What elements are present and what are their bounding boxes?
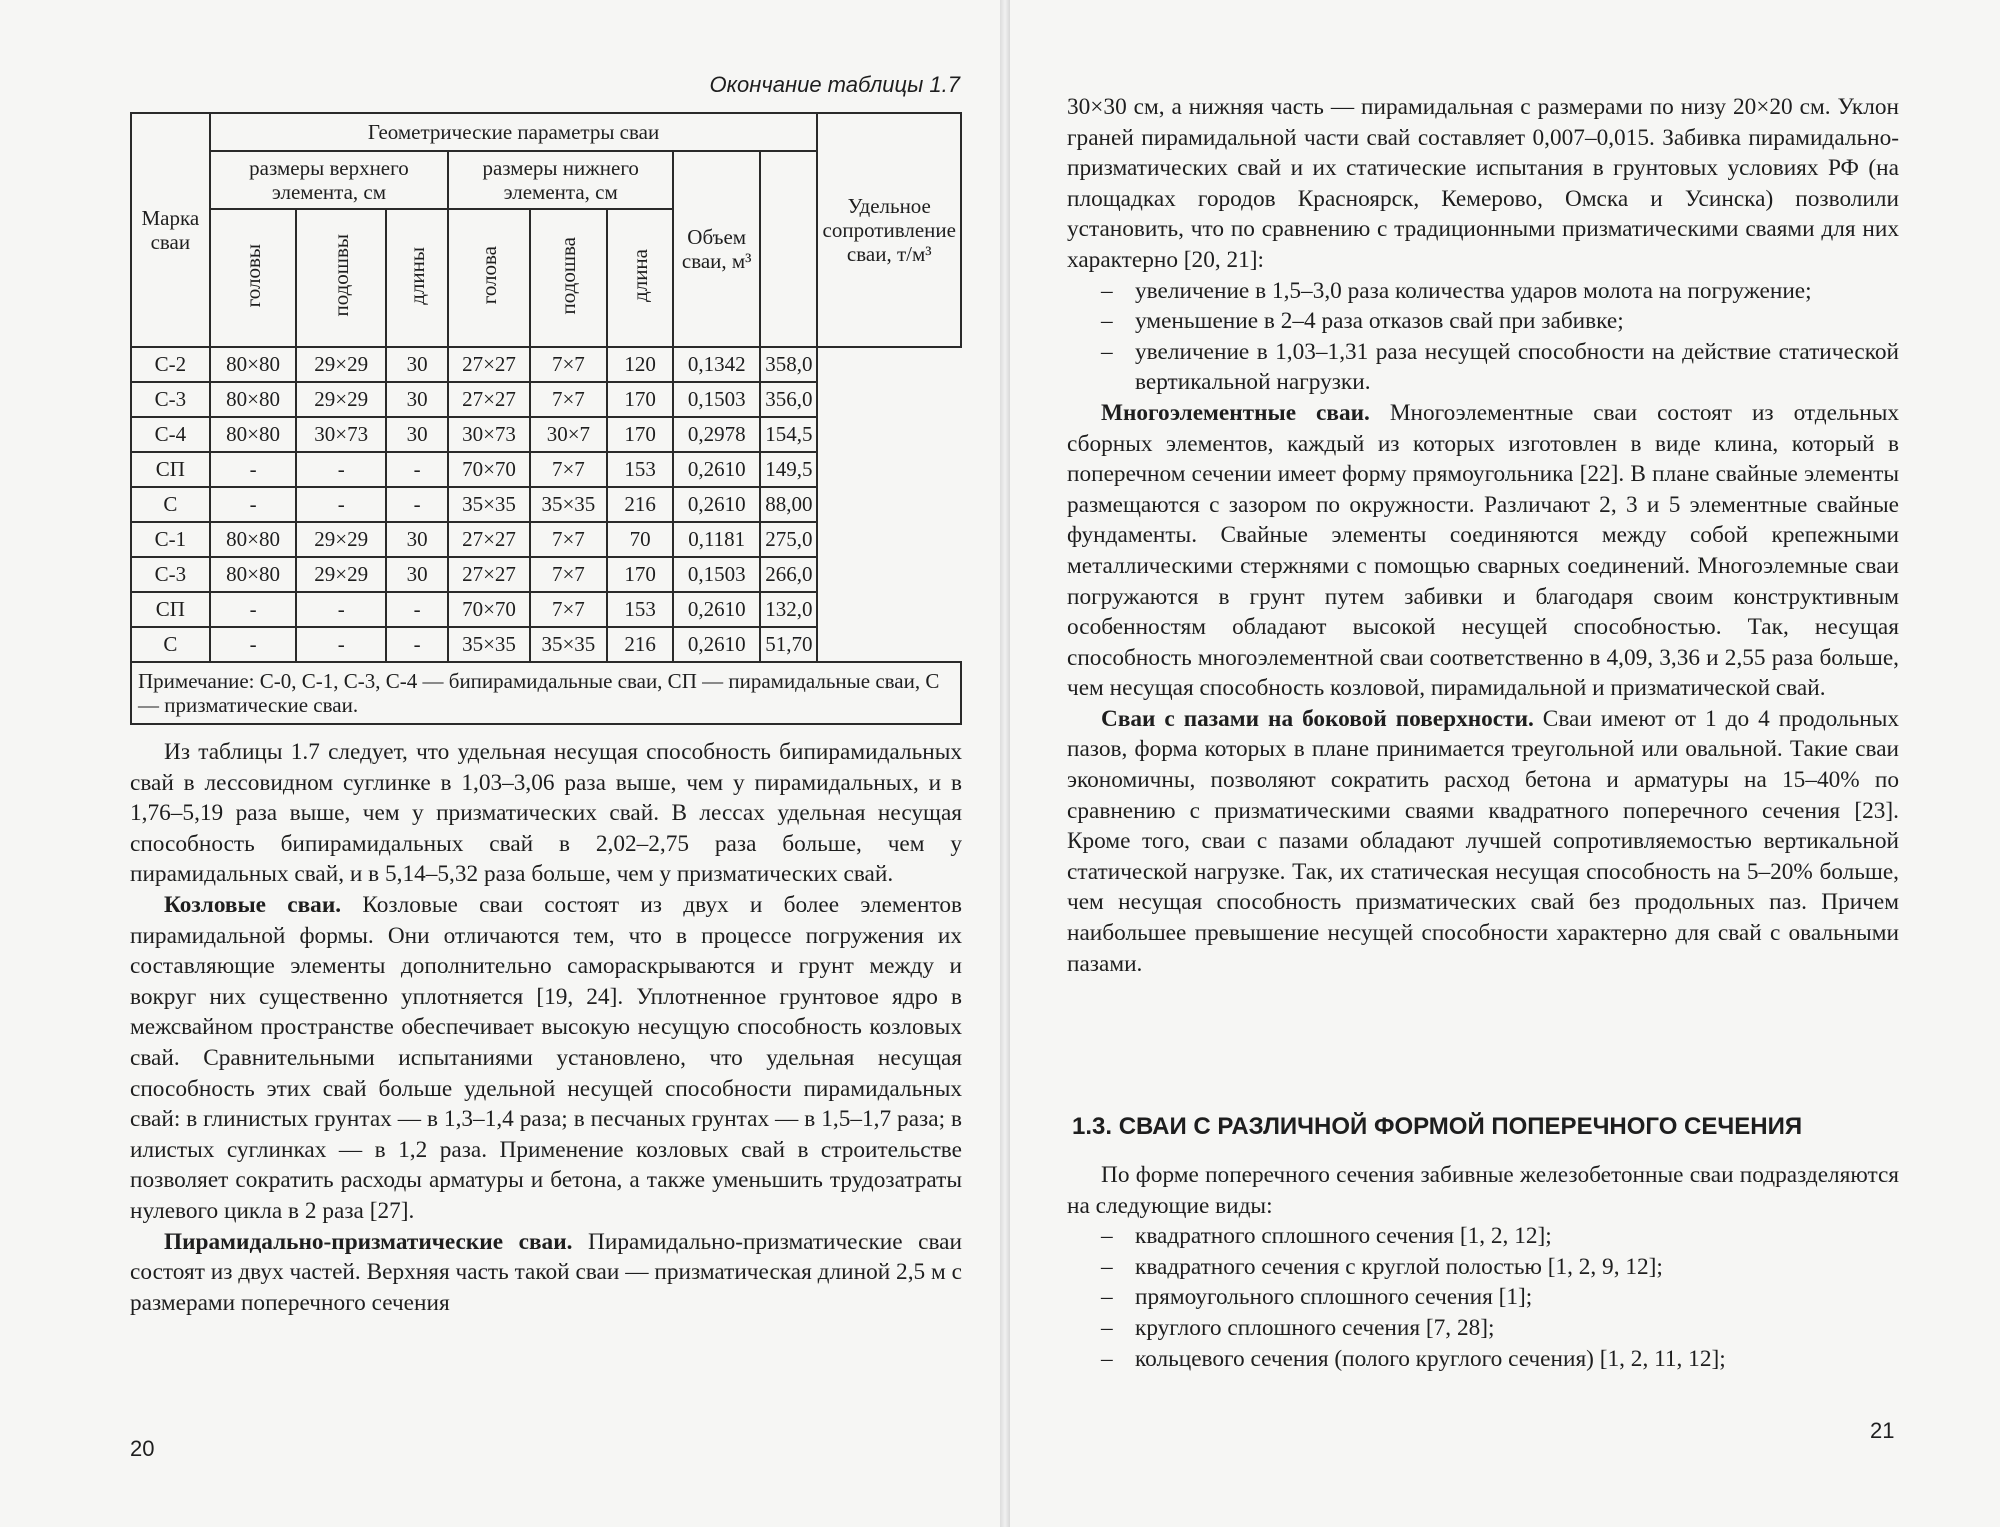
table-cell: 275,0 (760, 522, 817, 557)
table-cell: 27×27 (448, 557, 529, 592)
table-cell: 35×35 (448, 627, 529, 662)
table-cell: 80×80 (210, 557, 297, 592)
table-cell: 358,0 (760, 347, 817, 382)
table-row (131, 557, 961, 592)
table-cell: 0,1503 (673, 557, 760, 592)
bullet-list (1067, 276, 1899, 398)
table-cell: - (210, 592, 297, 627)
table-row (131, 522, 961, 557)
table-row (131, 487, 961, 522)
table-cell: 29×29 (296, 522, 386, 557)
table-row (131, 627, 961, 662)
table-cell: 266,0 (760, 557, 817, 592)
table-cell: 0,1503 (673, 382, 760, 417)
table-cell: 80×80 (210, 382, 297, 417)
header-lower-element: размеры нижнего элемента, см (448, 151, 673, 209)
list-item: – увеличение в 1,03–1,31 раза несущей способности на действие статической вертикальной нагрузки. (1101, 337, 1899, 398)
table-cell: 132,0 (760, 592, 817, 627)
table-cell: 30 (386, 382, 448, 417)
subheader-sole-lower: подошва (556, 236, 581, 315)
table-cell: 30×7 (530, 417, 607, 452)
table-note: Примечание: С-0, С-1, С-3, С-4 — бипирамидальные сваи, СП — пирамидальные сваи, С — призматические сваи. (131, 662, 961, 724)
table-cell: 29×29 (296, 557, 386, 592)
table-cell: 0,2610 (673, 592, 760, 627)
table-cell: 27×27 (448, 382, 529, 417)
subheader-length-lower: длина (628, 248, 653, 302)
list-item: – увеличение в 1,5–3,0 раза количества ударов молота на погружение; (1101, 276, 1899, 307)
table-cell: 7×7 (530, 522, 607, 557)
paragraph: По форме поперечного сечения забивные железобетонные сваи подразделяются на следующие виды: (1067, 1162, 1899, 1219)
table-cell: 30 (386, 557, 448, 592)
table-cell: - (296, 452, 386, 487)
paragraph: Козловые сваи. Козловые сваи состоят из двух и более элементов пирамидальной формы. Они отличаются тем, что в процессе погружения их составляющие элементы дополнительно самораскрываются и грунт между и вокруг них существенно уплотняется [19, 24]. Уплотненное грунтовое ядро в межсвайном пространстве обеспечивает высокую несущую способность козловых свай. Сравнительными испытаниями установлено, что удельная несущая способность этих свай больше удельной несущей способности пирамидальных свай: в глинистых грунтах — в 1,3–1,4 раза; в песчаных грунтах — в 1,5–1,7 раза; в илистых суглинках — в 1,2 раза. Применение козловых свай в строительстве позволяет сократить расходы арматуры и бетона, а также уменьшить трудозатраты нулевого цикла в 2 раза [27]. (130, 891, 962, 1224)
subheader-sole: подошвы (329, 234, 354, 317)
paragraph-heading: Пирамидально-призматические сваи. (164, 1228, 573, 1255)
table-cell: - (210, 627, 297, 662)
table-cell: - (386, 627, 448, 662)
paragraph: Пирамидально-призматические сваи. Пирамидально-призматические сваи состоят из двух частей. Верхняя часть такой сваи — призматическая длиной 2,5 м с размерами поперечного сечения (130, 1228, 962, 1316)
page-number: 20 (130, 1436, 155, 1461)
table-cell: С-3 (131, 557, 210, 592)
table-caption: Окончание таблицы 1.7 (709, 72, 960, 97)
table-cell: СП (131, 592, 210, 627)
table-cell: - (296, 592, 386, 627)
header-mark: Марка сваи (131, 113, 210, 347)
table-cell: 170 (607, 382, 673, 417)
table-cell: 0,2610 (673, 487, 760, 522)
table-cell: 216 (607, 627, 673, 662)
table-cell: - (386, 487, 448, 522)
table-cell: 149,5 (760, 452, 817, 487)
right-section-text (1067, 1160, 1899, 1374)
table-cell: 30×73 (448, 417, 529, 452)
table-cell: 216 (607, 487, 673, 522)
table-cell: С-4 (131, 417, 210, 452)
subheader-head: головы (240, 243, 265, 308)
subheader-length: длины (405, 246, 430, 305)
table-cell: 0,1181 (673, 522, 760, 557)
table-cell: 70×70 (448, 452, 529, 487)
header-resistance: Удельное сопротивление сваи, т/м³ (817, 113, 961, 347)
table-cell: С-1 (131, 522, 210, 557)
paragraph: Из таблицы 1.7 следует, что удельная несущая способность бипирамидальных свай в лессовидном суглинке в 1,03–3,06 раза выше, чем у пирамидальных, и в 1,76–5,19 раза выше, чем у призматических свай. В лессах удельная несущая способность бипирамидальных свай в 2,02–2,75 раза больше, чем у пирамидальных свай, и в 5,14–5,32 раза больше, чем у призматических свай. (130, 739, 962, 888)
section-title: 1.3. СВАИ С РАЗЛИЧНОЙ ФОРМОЙ ПОПЕРЕЧНОГО СЕЧЕНИЯ (1072, 1113, 1803, 1140)
table-cell: С-2 (131, 347, 210, 382)
table-cell: 27×27 (448, 522, 529, 557)
subheader-head-lower: голова (476, 246, 501, 305)
table-cell: С-3 (131, 382, 210, 417)
table-cell: 0,2978 (673, 417, 760, 452)
table-cell: 0,2610 (673, 627, 760, 662)
table-cell: 80×80 (210, 522, 297, 557)
table-row (131, 382, 961, 417)
table-cell: 120 (607, 347, 673, 382)
table-cell: 170 (607, 557, 673, 592)
header-volume: Объем сваи, м³ (673, 151, 760, 347)
paragraph: 30×30 см, а нижняя часть — пирамидальная с размерами по низу 20×20 см. Уклон граней пирамидальной части свай составляет 0,007–0,015. Забивка пирамидально-призматических свай и их статические испытания в грунтовых условиях РФ (на площадках городов Красноярск, Кемерово, Омска и Усинска) позволили установить, что по сравнению с традиционными призматическими сваями для них характерно [20, 21]: (1067, 94, 1899, 273)
list-item: – уменьшение в 2–4 раза отказов свай при забивке; (1101, 306, 1899, 337)
table-cell: - (296, 487, 386, 522)
bullet-list (1067, 1221, 1899, 1374)
table-cell: 153 (607, 592, 673, 627)
list-item: – прямоугольного сплошного сечения [1]; (1101, 1282, 1899, 1313)
table-cell: - (210, 452, 297, 487)
table-cell: 88,00 (760, 487, 817, 522)
list-item: – кольцевого сечения (полого круглого сечения) [1, 2, 11, 12]; (1101, 1344, 1899, 1375)
table-cell: С (131, 487, 210, 522)
table-cell: 35×35 (530, 627, 607, 662)
table-cell: - (296, 627, 386, 662)
table-cell: 30 (386, 417, 448, 452)
table-row (131, 347, 961, 382)
paragraph-heading: Сваи с пазами на боковой поверхности. (1101, 705, 1534, 732)
table-cell: 80×80 (210, 417, 297, 452)
book-gutter (1000, 0, 1010, 1527)
pile-parameters-table (130, 112, 962, 725)
table-cell: 153 (607, 452, 673, 487)
table-row (131, 452, 961, 487)
paragraph: Сваи с пазами на боковой поверхности. Сваи имеют от 1 до 4 продольных пазов, форма которых в плане принимается треугольной или овальной. Такие сваи экономичны, позволяют сократить расход бетона и арматуры на 15–40% по сравнению с призматическими сваями квадратного поперечного сечения [23]. Кроме того, сваи с пазами обладают лучшей сопротивляемостью вертикальной статической нагрузке. Так, их статическая несущая способность на 5–20% больше, чем несущая способность призматических свай без продольных паз. Причем наибольшее превышение несущей способности характерно для свай с овальными пазами. (1067, 705, 1900, 977)
left-body-text (130, 737, 962, 1318)
header-upper-element: размеры верхнего элемента, см (210, 151, 449, 209)
table-cell: 27×27 (448, 347, 529, 382)
table-cell: 7×7 (530, 347, 607, 382)
header-geometry: Геометрические параметры сваи (210, 113, 818, 151)
table-cell: 51,70 (760, 627, 817, 662)
paragraph-heading: Многоэлементные сваи. (1101, 399, 1370, 426)
table-cell: 356,0 (760, 382, 817, 417)
table-cell: 35×35 (530, 487, 607, 522)
table-cell: 154,5 (760, 417, 817, 452)
table-cell: 30×73 (296, 417, 386, 452)
table-cell: СП (131, 452, 210, 487)
table-cell: 170 (607, 417, 673, 452)
table-cell: 29×29 (296, 382, 386, 417)
right-body-text (1067, 92, 1899, 979)
table-cell: - (386, 592, 448, 627)
table-cell: 30 (386, 522, 448, 557)
table-cell: 7×7 (530, 592, 607, 627)
page-number: 21 (1870, 1418, 1895, 1443)
table-cell: 0,2610 (673, 452, 760, 487)
table-cell: 7×7 (530, 382, 607, 417)
table-cell: 0,1342 (673, 347, 760, 382)
right-page (1010, 0, 2000, 1527)
table-cell: 7×7 (530, 452, 607, 487)
table-cell: 70 (607, 522, 673, 557)
table-row (131, 592, 961, 627)
table-cell: С (131, 627, 210, 662)
list-item: – квадратного сплошного сечения [1, 2, 12]; (1101, 1221, 1899, 1252)
table-cell: 35×35 (448, 487, 529, 522)
table-cell: - (386, 452, 448, 487)
table-cell: 70×70 (448, 592, 529, 627)
list-item: – квадратного сечения с круглой полостью [1, 2, 9, 12]; (1101, 1252, 1899, 1283)
list-item: – круглого сплошного сечения [7, 28]; (1101, 1313, 1899, 1344)
paragraph-heading: Козловые сваи. (164, 891, 342, 918)
table-cell: - (210, 487, 297, 522)
table-row (131, 417, 961, 452)
table-cell: 7×7 (530, 557, 607, 592)
table-cell: 29×29 (296, 347, 386, 382)
paragraph: Многоэлементные сваи. Многоэлементные сваи состоят из отдельных сборных элементов, каждый из которых изготовлен в виде клина, который в поперечном сечении имеет форму прямоугольника [22]. В плане свайные элементы размещаются с зазором по окружности. Различают 2, 3 и 5 элементные свайные фундаменты. Свайные элементы соединяются между собой крепежными металлическими стержнями с помощью сварных соединений. Многоэлемные сваи погружаются в грунт путем забивки и благодаря своим конструктивным особенностям обладают высокой несущей способностью. Так, несущая способность многоэлементной сваи соответственно в 4,09, 3,36 и 2,55 раза больше, чем несущая способность козловой, пирамидальной и призматической свай. (1067, 399, 1900, 702)
table-cell: 30 (386, 347, 448, 382)
table-cell: 80×80 (210, 347, 297, 382)
